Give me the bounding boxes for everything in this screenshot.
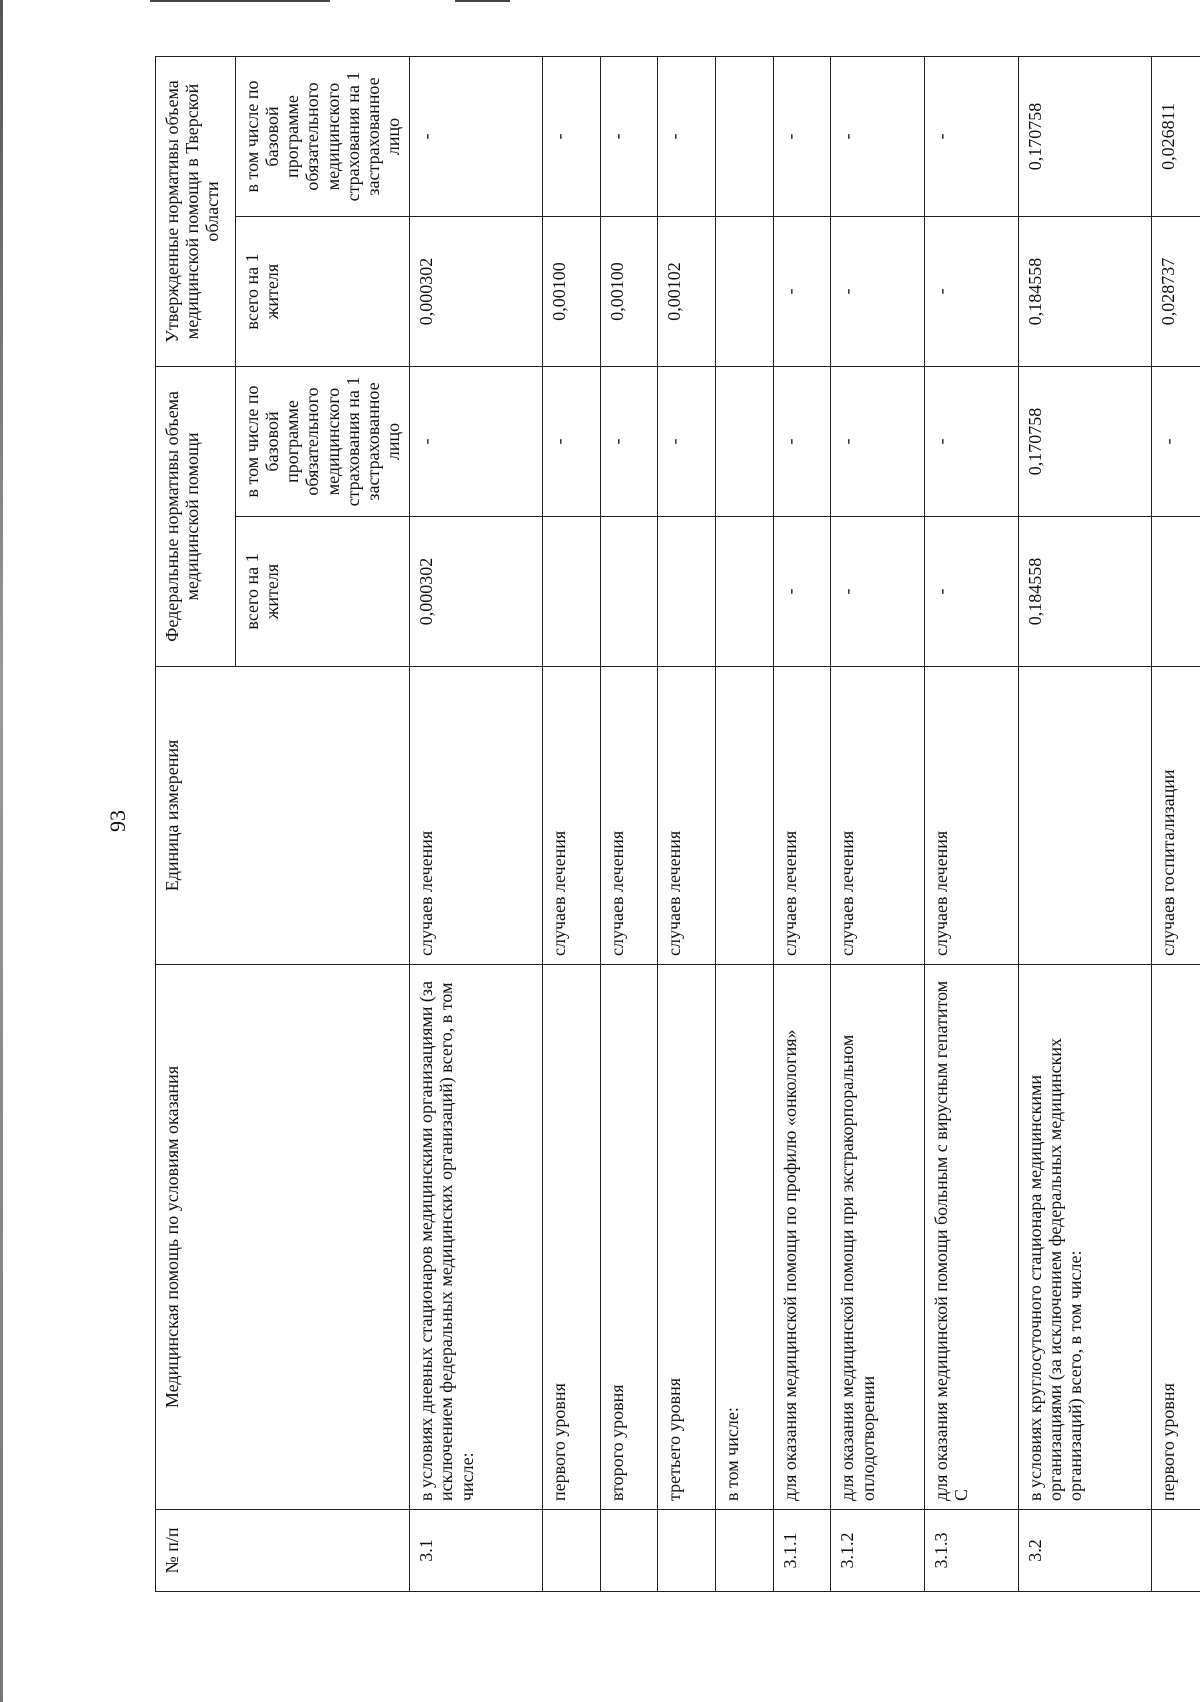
table-row <box>658 56 716 1591</box>
table-row <box>1151 56 1200 1591</box>
rotated-table-container <box>155 57 1200 1592</box>
row-care: для оказания медицинской помощи по профилю «онкология» <box>773 965 831 1510</box>
row-fed-insured: 0,170758 <box>1018 366 1151 516</box>
header-reg-per-insured: в том числе по базовой программе обязательного медицинского страхования на 1 застрахованное лицо <box>236 56 410 216</box>
row-reg-insured: - <box>542 56 600 216</box>
row-fed-resident: 0,184558 <box>1018 517 1151 667</box>
row-num: 3.1 <box>410 1510 543 1592</box>
row-unit <box>715 667 773 965</box>
row-fed-resident <box>600 517 658 667</box>
row-fed-insured: - <box>600 366 658 516</box>
header-federal: Федеральные нормативы объема медицинской помощи <box>156 366 236 666</box>
row-fed-resident <box>1151 517 1200 667</box>
row-fed-insured: - <box>831 366 925 516</box>
row-fed-insured: - <box>925 366 1019 516</box>
row-care: для оказания медицинской помощи больным с вирусным гепатитом С <box>925 965 1019 1510</box>
row-unit: случаев лечения <box>542 667 600 965</box>
table-row <box>831 56 925 1591</box>
header-num: № п/п <box>156 1510 410 1592</box>
table-row <box>715 56 773 1591</box>
row-care: для оказания медицинской помощи при экстракорпоральном оплодотворении <box>831 965 925 1510</box>
row-unit: случаев госпитализации <box>1151 667 1200 965</box>
row-fed-insured: - <box>410 366 543 516</box>
table-row <box>410 56 543 1591</box>
row-care: первого уровня <box>542 965 600 1510</box>
row-num <box>658 1510 716 1592</box>
row-num: 3.1.1 <box>773 1510 831 1592</box>
row-fed-insured: - <box>1151 366 1200 516</box>
row-reg-insured <box>715 56 773 216</box>
row-fed-resident: - <box>925 517 1019 667</box>
scan-mark <box>150 0 330 2</box>
row-reg-insured: 0,170758 <box>1018 56 1151 216</box>
row-num: 3.2 <box>1018 1510 1151 1592</box>
header-fed-per-insured: в том числе по базовой программе обязательного медицинского страхования на 1 застрахованное лицо <box>236 366 410 516</box>
scan-edge <box>0 0 3 1702</box>
row-fed-resident: 0,000302 <box>410 517 543 667</box>
row-reg-resident: 0,000302 <box>410 216 543 366</box>
header-reg-per-resident: всего на 1 жителя <box>236 216 410 366</box>
row-reg-resident: 0,00100 <box>600 216 658 366</box>
row-reg-insured: - <box>925 56 1019 216</box>
row-unit <box>1018 667 1151 965</box>
row-unit: случаев лечения <box>600 667 658 965</box>
row-reg-insured: - <box>410 56 543 216</box>
row-care: в условиях дневных стационаров медицинскими организациями (за исключением федеральных медицинских организаций) всего, в том числе: <box>410 965 543 1510</box>
row-num: 3.1.2 <box>831 1510 925 1592</box>
row-reg-resident: - <box>773 216 831 366</box>
row-unit: случаев лечения <box>658 667 716 965</box>
row-unit: случаев лечения <box>410 667 543 965</box>
row-fed-resident: - <box>831 517 925 667</box>
table-row <box>773 56 831 1591</box>
row-num <box>542 1510 600 1592</box>
row-reg-resident: 0,028737 <box>1151 216 1200 366</box>
header-fed-per-resident: всего на 1 жителя <box>236 517 410 667</box>
header-care: Медицинская помощь по условиям оказания <box>156 965 410 1510</box>
row-reg-insured: - <box>773 56 831 216</box>
row-num <box>1151 1510 1200 1592</box>
row-reg-resident: 0,184558 <box>1018 216 1151 366</box>
page-number: 93 <box>105 810 130 832</box>
row-reg-resident: 0,00100 <box>542 216 600 366</box>
row-care: в том числе: <box>715 965 773 1510</box>
row-fed-insured <box>715 366 773 516</box>
table-row <box>542 56 600 1591</box>
row-fed-resident <box>658 517 716 667</box>
table-row <box>600 56 658 1591</box>
row-reg-resident <box>715 216 773 366</box>
row-fed-insured: - <box>542 366 600 516</box>
header-regional: Утвержденные нормативы объема медицинской помощи в Тверской области <box>156 56 236 366</box>
table-row <box>925 56 1019 1591</box>
norms-table <box>155 56 1200 1592</box>
row-fed-insured: - <box>773 366 831 516</box>
row-fed-resident: - <box>773 517 831 667</box>
row-reg-resident: - <box>925 216 1019 366</box>
row-reg-resident: - <box>831 216 925 366</box>
row-care: в условиях круглосуточного стационара медицинскими организациями (за исключением федеральных медицинских организаций) всего, в том числе: <box>1018 965 1151 1510</box>
row-fed-resident <box>715 517 773 667</box>
row-reg-insured: 0,026811 <box>1151 56 1200 216</box>
row-reg-resident: 0,00102 <box>658 216 716 366</box>
row-care: третьего уровня <box>658 965 716 1510</box>
row-care: второго уровня <box>600 965 658 1510</box>
row-fed-resident <box>542 517 600 667</box>
row-unit: случаев лечения <box>773 667 831 965</box>
row-num: 3.1.3 <box>925 1510 1019 1592</box>
row-unit: случаев лечения <box>925 667 1019 965</box>
header-unit: Единица измерения <box>156 667 410 965</box>
row-reg-insured: - <box>600 56 658 216</box>
row-reg-insured: - <box>831 56 925 216</box>
row-care: первого уровня <box>1151 965 1200 1510</box>
row-unit: случаев лечения <box>831 667 925 965</box>
row-num <box>715 1510 773 1592</box>
scan-mark <box>455 0 510 2</box>
row-reg-insured: - <box>658 56 716 216</box>
row-num <box>600 1510 658 1592</box>
row-fed-insured: - <box>658 366 716 516</box>
table-row <box>1018 56 1151 1591</box>
